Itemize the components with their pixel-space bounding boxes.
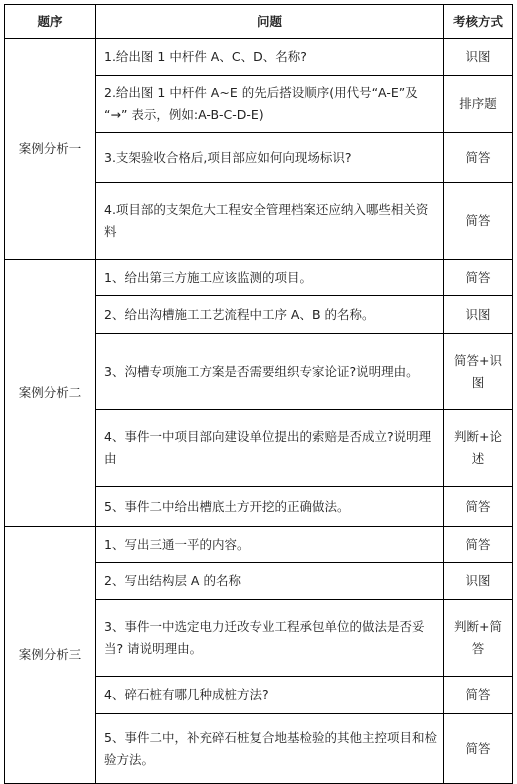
question-cell: 3.支架验收合格后,项目部应如何向现场标识? [96,133,444,183]
method-cell: 简答 [444,133,513,183]
question-cell: 2、写出结构层 A 的名称 [96,563,444,600]
method-cell: 识图 [444,296,513,334]
question-cell: 2.给出图 1 中杆件 A~E 的先后搭设顺序(用代号“A-E”及 “→” 表示，例如:A-B-C-D-E) [96,76,444,133]
method-cell: 识图 [444,563,513,600]
question-cell: 5、事件二中给出槽底土方开挖的正确做法。 [96,487,444,527]
section-label: 案例分析三 [5,527,96,784]
question-cell: 3、沟槽专项施工方案是否需要组织专家论证?说明理由。 [96,334,444,410]
method-cell: 简答 [444,677,513,714]
method-cell: 排序题 [444,76,513,133]
method-cell: 简答+识图 [444,334,513,410]
question-cell: 4、事件一中项目部向建设单位提出的索赔是否成立?说明理由 [96,410,444,487]
header-question: 问题 [96,5,444,39]
method-cell: 判断+简答 [444,600,513,677]
method-cell: 简答 [444,527,513,563]
exam-question-table [4,4,513,784]
method-cell: 简答 [444,714,513,784]
section-label: 案例分析一 [5,39,96,260]
question-cell: 3、事件一中选定电力迁改专业工程承包单位的做法是否妥当? 请说明理由。 [96,600,444,677]
header-method: 考核方式 [444,5,513,39]
document-page [4,4,513,784]
question-cell: 1.给出图 1 中杆件 A、C、D、名称? [96,39,444,76]
table-row [5,260,513,296]
question-cell: 1、给出第三方施工应该监测的项目。 [96,260,444,296]
method-cell: 简答 [444,487,513,527]
method-cell: 简答 [444,260,513,296]
question-cell: 2、给出沟槽施工工艺流程中工序 A、B 的名称。 [96,296,444,334]
method-cell: 判断+论述 [444,410,513,487]
question-cell: 4.项目部的支架危大工程安全管理档案还应纳入哪些相关资料 [96,183,444,260]
method-cell: 简答 [444,183,513,260]
question-cell: 1、写出三通一平的内容。 [96,527,444,563]
question-cell: 4、碎石桩有哪几种成桩方法? [96,677,444,714]
method-cell: 识图 [444,39,513,76]
question-cell: 5、事件二中，补充碎石桩复合地基检验的其他主控项目和检验方法。 [96,714,444,784]
table-row [5,527,513,563]
table-header-row [5,5,513,39]
table-row [5,39,513,76]
section-label: 案例分析二 [5,260,96,527]
header-index: 题序 [5,5,96,39]
